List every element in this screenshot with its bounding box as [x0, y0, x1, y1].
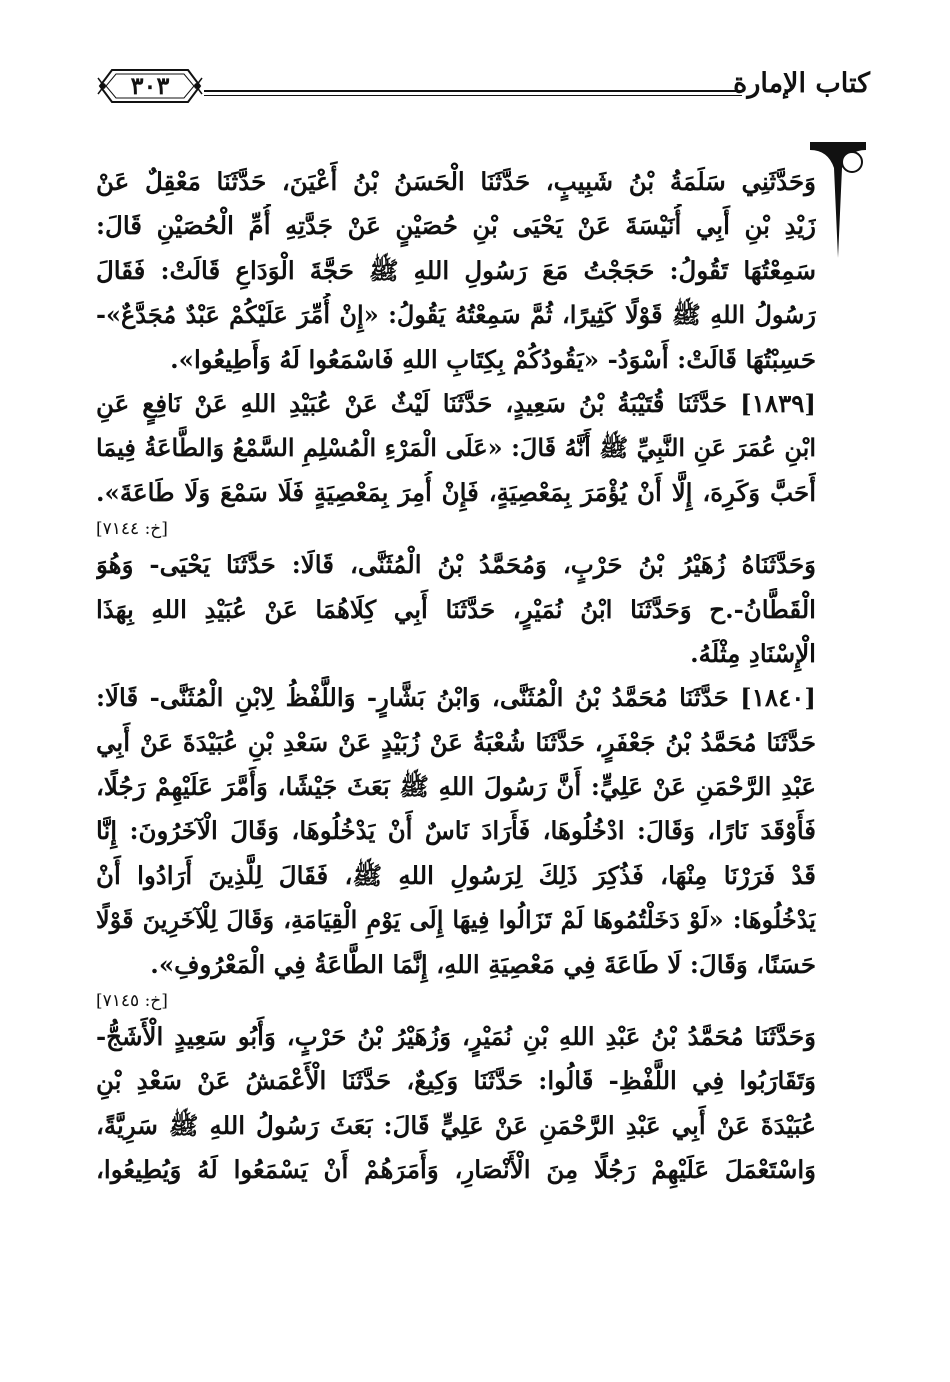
- text-line: زَيْدِ بْنِ أَبِي أُنَيْسَةَ عَنْ يَحْيَى بْنِ حُصَيْنٍ عَنْ جَدَّتِهِ أُمِّ الْحُصَيْنِ قَالَ:: [96, 211, 816, 241]
- text-line: الْقَطَّانُ-.ح وَحَدَّثَنَا ابْنُ نُمَيْرٍ، حَدَّثَنَا أَبِي كِلَاهُمَا عَنْ عُبَيْدِ اللهِ بِهَذَا: [96, 594, 816, 624]
- text-line: [١٨٤٠] حَدَّثَنَا مُحَمَّدُ بْنُ الْمُثَنَّى، وَابْنُ بَشَّارٍ- وَاللَّفْظُ لِابْنِ الْمُثَنَّى- قَالَا:: [96, 683, 816, 713]
- paragraph: [96, 543, 816, 676]
- text-line: [١٨٣٩] حَدَّثَنَا قُتَيْبَةُ بْنُ سَعِيدٍ، حَدَّثَنَا لَيْثٌ عَنْ عُبَيْدِ اللهِ عَنْ نَافِعٍ عَنِ: [96, 388, 816, 418]
- text-line: وَاسْتَعْمَلَ عَلَيْهِمْ رَجُلًا مِنَ الْأَنْصَارِ، وَأَمَرَهُمْ أَنْ يَسْمَعُوا لَهُ وَيُطِيعُوا،: [96, 1155, 816, 1185]
- text-line: عُبَيْدَةَ عَنْ أَبِي عَبْدِ الرَّحْمَنِ عَنْ عَلِيٍّ قَالَ: بَعَثَ رَسُولُ اللهِ ﷺ سَرِيَّةً،: [96, 1110, 816, 1140]
- text-line: الْإِسْنَادِ مِثْلَهُ.: [690, 638, 816, 668]
- page-number-ornament: [96, 66, 204, 106]
- header-rule-thin: [204, 95, 742, 96]
- reference-note: [96, 515, 816, 543]
- reference-text: [خ: ٧١٤٤]: [96, 519, 168, 540]
- text-line: وَحَدَّثَنَاهُ زُهَيْرُ بْنُ حَرْبٍ، وَمُحَمَّدُ بْنُ الْمُثَنَّى، قَالَا: حَدَّثَنَا يَحْيَى- وَهُوَ: [96, 550, 816, 580]
- reference-text: [خ: ٧١٤٥]: [96, 991, 168, 1012]
- paragraph: [96, 676, 816, 1015]
- book-title: كتاب الإمارة: [733, 68, 870, 99]
- paragraph: [96, 1015, 816, 1193]
- corner-ornament-icon: [808, 140, 868, 260]
- text-line: قَدْ فَرَرْنَا مِنْهَا، فَذُكِرَ ذَلِكَ لِرَسُولِ اللهِ ﷺ، فَقَالَ لِلَّذِينَ أَرَادُوا أَنْ: [96, 860, 816, 890]
- text-line: حَسِبْتُهَا قَالَتْ: أَسْوَدُ- «يَقُودُكُمْ بِكِتَابِ اللهِ فَاسْمَعُوا لَهُ وَأَطِيعُوا».: [170, 344, 816, 374]
- text-line: وَحَدَّثَنَا مُحَمَّدُ بْنُ عَبْدِ اللهِ بْنِ نُمَيْرٍ، وَزُهَيْرُ بْنُ حَرْبٍ، وَأَبُو سَعِيدٍ الْأَشَجُّ-: [96, 1022, 816, 1052]
- paragraph: [96, 160, 816, 382]
- text-line: فَأَوْقَدَ نَارًا، وَقَالَ: ادْخُلُوهَا، فَأَرَادَ نَاسٌ أَنْ يَدْخُلُوهَا، وَقَالَ الْآخَرُونَ: إِنَّا: [96, 816, 816, 846]
- reference-note: [96, 987, 816, 1015]
- paragraph: [96, 382, 816, 543]
- text-line: ابْنِ عُمَرَ عَنِ النَّبِيِّ ﷺ أَنَّهُ قَالَ: «عَلَى الْمَرْءِ الْمُسْلِمِ السَّمْعُ وَالطَّاعَةُ فِيمَا: [96, 433, 816, 463]
- page-header: [96, 62, 870, 112]
- body-text: [96, 160, 816, 1193]
- text-line: حَسَنًا، وَقَالَ: لَا طَاعَةَ فِي مَعْصِيَةِ اللهِ، إِنَّمَا الطَّاعَةُ فِي الْمَعْرُوفِ».: [150, 949, 816, 979]
- text-line: حَدَّثَنَا مُحَمَّدُ بْنُ جَعْفَرٍ، حَدَّثَنَا شُعْبَةُ عَنْ زُبَيْدٍ عَنْ سَعْدِ بْنِ عُبَيْدَةَ عَنْ أَبِي: [96, 727, 816, 757]
- text-line: عَبْدِ الرَّحْمَنِ عَنْ عَلِيٍّ: أَنَّ رَسُولَ اللهِ ﷺ بَعَثَ جَيْشًا، وَأَمَّرَ عَلَيْهِمْ رَجُلًا،: [96, 772, 816, 802]
- text-line: يَدْخُلُوهَا: «لَوْ دَخَلْتُمُوهَا لَمْ تَزَالُوا فِيهَا إِلَى يَوْمِ الْقِيَامَةِ، وَقَالَ لِلْآخَرِينَ قَوْلًا: [96, 905, 816, 935]
- text-line: وَتَقَارَبُوا فِي اللَّفْظِ- قَالُوا: حَدَّثَنَا وَكِيعٌ، حَدَّثَنَا الْأَعْمَشُ عَنْ سَعْدِ بْنِ: [96, 1066, 816, 1096]
- text-line: وَحَدَّثَنِي سَلَمَةُ بْنُ شَبِيبٍ، حَدَّثَنَا الْحَسَنُ بْنُ أَعْيَنَ، حَدَّثَنَا مَعْقِلٌ عَنْ: [96, 167, 816, 196]
- text-line: أَحَبَّ وَكَرِهَ، إِلَّا أَنْ يُؤْمَرَ بِمَعْصِيَةٍ، فَإِنْ أُمِرَ بِمَعْصِيَةٍ فَلَا سَمْعَ وَلَا طَاعَةَ».: [96, 477, 816, 507]
- text-line: رَسُولُ اللهِ ﷺ قَوْلًا كَثِيرًا، ثُمَّ سَمِعْتُهُ يَقُولُ: «إِنْ أُمِّرَ عَلَيْكُمْ عَبْدٌ مُجَدَّعٌ»-: [96, 300, 816, 330]
- header-rule: [204, 90, 742, 92]
- page-number: ٣٠٣: [130, 71, 170, 100]
- text-line: سَمِعْتُهَا تَقُولُ: حَجَجْتُ مَعَ رَسُولِ اللهِ ﷺ حَجَّةَ الْوَدَاعِ قَالَتْ: فَقَالَ: [96, 255, 816, 285]
